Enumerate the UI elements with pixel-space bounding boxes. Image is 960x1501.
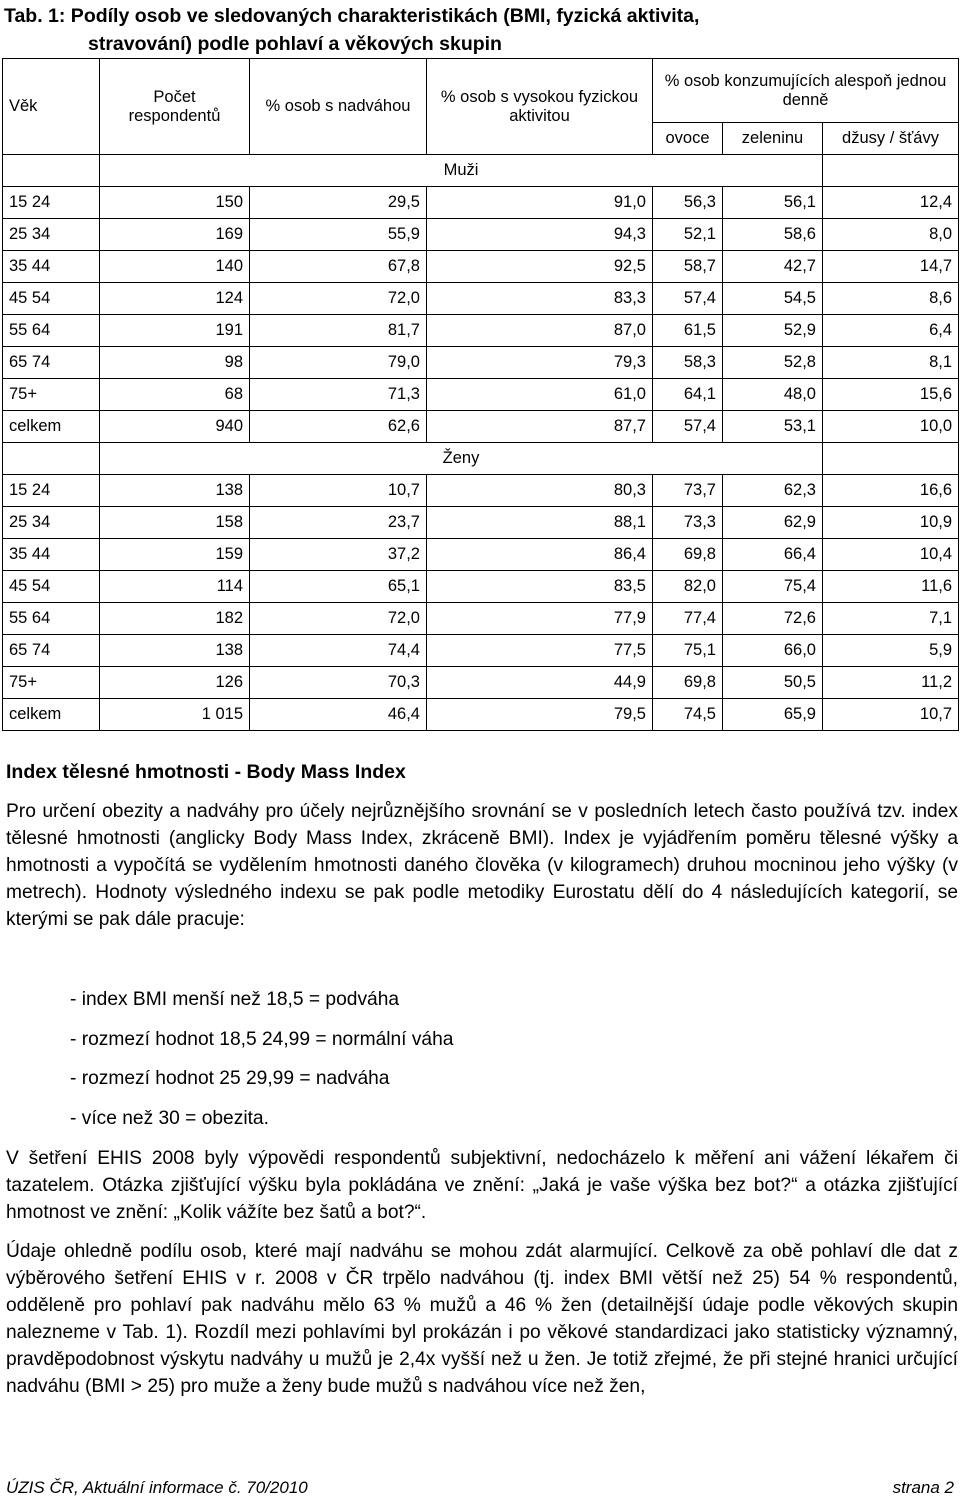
table-cell: celkem xyxy=(3,411,100,443)
table-cell: 114 xyxy=(100,571,250,603)
table-cell: 72,0 xyxy=(250,283,427,315)
table-header xyxy=(3,59,959,155)
table-cell: 94,3 xyxy=(427,219,653,251)
table-row xyxy=(3,571,959,603)
table-row xyxy=(3,667,959,699)
table-row xyxy=(3,219,959,251)
table-cell: 66,4 xyxy=(723,539,823,571)
table-cell: 42,7 xyxy=(723,251,823,283)
header-age: Věk xyxy=(3,59,100,155)
table-cell: 87,0 xyxy=(427,315,653,347)
table-cell: 72,0 xyxy=(250,603,427,635)
table-cell: 83,5 xyxy=(427,571,653,603)
table-cell: 158 xyxy=(100,507,250,539)
table-cell: 57,4 xyxy=(653,283,723,315)
table-cell: 58,7 xyxy=(653,251,723,283)
survey-paragraph: V šetření EHIS 2008 byly výpovědi respondentů subjektivní, nedocházelo k měření ani vážení lékařem či tazatelem. Otázka zjišťující výšku byla pokládána ve znění: „Jaká je vaše výška bez bot?“ a otázka zjišťující hmotnost ve znění: „Kolik vážíte bez šatů a bot?“. xyxy=(6,1148,958,1223)
table-cell: 91,0 xyxy=(427,187,653,219)
header-count: Počet respondentů xyxy=(100,59,250,155)
table-row xyxy=(3,283,959,315)
table-cell: 12,4 xyxy=(823,187,959,219)
table-cell: 87,7 xyxy=(427,411,653,443)
table-cell: 73,7 xyxy=(653,475,723,507)
table-cell: 29,5 xyxy=(250,187,427,219)
table-cell: 50,5 xyxy=(723,667,823,699)
table-cell: 52,1 xyxy=(653,219,723,251)
table-cell: 150 xyxy=(100,187,250,219)
table-cell: 61,0 xyxy=(427,379,653,411)
table-cell: 10,7 xyxy=(250,475,427,507)
list-item: - rozmezí hodnot 18,5 24,99 = normální váha xyxy=(70,1028,454,1050)
table-cell: 62,3 xyxy=(723,475,823,507)
table-cell: 6,4 xyxy=(823,315,959,347)
table-cell: 69,8 xyxy=(653,539,723,571)
table-cell: 92,5 xyxy=(427,251,653,283)
table-cell: 75+ xyxy=(3,379,100,411)
table-cell: 46,4 xyxy=(250,699,427,731)
table-cell: 64,1 xyxy=(653,379,723,411)
table-cell: 75+ xyxy=(3,667,100,699)
table-row xyxy=(3,187,959,219)
table-cell: 159 xyxy=(100,539,250,571)
table-title xyxy=(4,2,954,58)
table-cell: 8,0 xyxy=(823,219,959,251)
table-cell: 11,2 xyxy=(823,667,959,699)
table-cell: 79,0 xyxy=(250,347,427,379)
table-cell: 57,4 xyxy=(653,411,723,443)
table-cell: 73,3 xyxy=(653,507,723,539)
list-item: - index BMI menší než 18,5 = podváha xyxy=(70,989,400,1010)
table-cell: 65 74 xyxy=(3,347,100,379)
header-veg: zeleninu xyxy=(723,123,823,155)
table-cell: 55,9 xyxy=(250,219,427,251)
table-cell: 191 xyxy=(100,315,250,347)
table-cell: 65,9 xyxy=(723,699,823,731)
table-cell: 7,1 xyxy=(823,603,959,635)
table-cell: 67,8 xyxy=(250,251,427,283)
table-cell: 58,3 xyxy=(653,347,723,379)
table-cell: 5,9 xyxy=(823,635,959,667)
header-juice: džusy / šťávy xyxy=(823,123,959,155)
table-row xyxy=(3,603,959,635)
table-cell: 65 74 xyxy=(3,635,100,667)
table-title-line-1: Tab. 1: Podíly osob ve sledovaných charakteristikách (BMI, fyzická aktivita, xyxy=(4,5,700,27)
table-cell: 75,4 xyxy=(723,571,823,603)
table-row xyxy=(3,411,959,443)
table-cell: 58,6 xyxy=(723,219,823,251)
table-row xyxy=(3,379,959,411)
table-cell: 37,2 xyxy=(250,539,427,571)
table-cell: 74,4 xyxy=(250,635,427,667)
table-cell: 15 24 xyxy=(3,475,100,507)
table-cell: 79,5 xyxy=(427,699,653,731)
table-cell: 80,3 xyxy=(427,475,653,507)
table-cell: 182 xyxy=(100,603,250,635)
table-cell: 1 015 xyxy=(100,699,250,731)
table-cell: 169 xyxy=(100,219,250,251)
table-cell: 83,3 xyxy=(427,283,653,315)
table-cell: 56,1 xyxy=(723,187,823,219)
table-cell: 23,7 xyxy=(250,507,427,539)
header-activity: % osob s vysokou fyzickou aktivitou xyxy=(427,59,653,155)
table-cell: 66,0 xyxy=(723,635,823,667)
table-cell: 56,3 xyxy=(653,187,723,219)
table-cell: 8,6 xyxy=(823,283,959,315)
table-cell: 126 xyxy=(100,667,250,699)
table-cell: 11,6 xyxy=(823,571,959,603)
bmi-category-list xyxy=(70,980,453,1138)
table-cell: 52,9 xyxy=(723,315,823,347)
table-cell: 71,3 xyxy=(250,379,427,411)
table-row xyxy=(3,699,959,731)
footer-source: ÚZIS ČR, Aktuální informace č. 70/2010 xyxy=(6,1478,308,1497)
table-cell: 81,7 xyxy=(250,315,427,347)
table-cell: 53,1 xyxy=(723,411,823,443)
table-title-line-2: stravování) podle pohlaví a věkových skupin xyxy=(88,33,502,55)
table-cell: 45 54 xyxy=(3,571,100,603)
table-cell: 98 xyxy=(100,347,250,379)
table-body xyxy=(3,155,959,731)
table-cell: 55 64 xyxy=(3,315,100,347)
table-cell: 138 xyxy=(100,635,250,667)
table-cell: 124 xyxy=(100,283,250,315)
table-cell: 70,3 xyxy=(250,667,427,699)
table-cell: 15 24 xyxy=(3,187,100,219)
table-row xyxy=(3,475,959,507)
section-men: Muži xyxy=(100,155,823,187)
table-cell: 10,4 xyxy=(823,539,959,571)
table-cell: 65,1 xyxy=(250,571,427,603)
list-item: - rozmezí hodnot 25 29,99 = nadváha xyxy=(70,1068,390,1089)
table-cell: 82,0 xyxy=(653,571,723,603)
table-cell: 74,5 xyxy=(653,699,723,731)
table-cell: 68 xyxy=(100,379,250,411)
table-cell: 44,9 xyxy=(427,667,653,699)
table-cell: 140 xyxy=(100,251,250,283)
data-table xyxy=(2,58,959,731)
table-cell: 10,7 xyxy=(823,699,959,731)
header-consume: % osob konzumujících alespoň jednou denně xyxy=(653,59,959,123)
table-cell: 35 44 xyxy=(3,251,100,283)
table-cell: 86,4 xyxy=(427,539,653,571)
bmi-heading: Index tělesné hmotnosti - Body Mass Index xyxy=(6,761,406,783)
table-row xyxy=(3,315,959,347)
table-cell: celkem xyxy=(3,699,100,731)
section-women: Ženy xyxy=(100,443,823,475)
overweight-paragraph: Údaje ohledně podílu osob, které mají nadváhu se mohou zdát alarmující. Celkově za obě pohlaví dle dat z výběrového šetření EHIS v r. 2008 v ČR trpělo nadváhou (tj. index BMI větší než 25) 54 % respondentů, odděleně pro pohlaví pak nadváhu mělo 63 % mužů a 46 % žen (detailnější údaje podle věkových skupin nalezneme v Tab. 1). Rozdíl mezi pohlavími byl prokázán i po věkové standardizaci jako statisticky významný, pravděpodobnost výskytu nadváhy u mužů je 2,4x vyšší než u žen. Je totiž zřejmé, že při stejné hranici určující nadváhu (BMI > 25) pro muže a ženy bude mužů s nadváhou více než žen, xyxy=(6,1241,958,1397)
table-cell: 940 xyxy=(100,411,250,443)
table-cell: 138 xyxy=(100,475,250,507)
table-cell: 77,9 xyxy=(427,603,653,635)
table-cell: 48,0 xyxy=(723,379,823,411)
header-overweight: % osob s nadváhou xyxy=(250,59,427,155)
table-row xyxy=(3,251,959,283)
table-cell: 15,6 xyxy=(823,379,959,411)
table-cell: 62,6 xyxy=(250,411,427,443)
table-cell: 88,1 xyxy=(427,507,653,539)
header-fruit: ovoce xyxy=(653,123,723,155)
table-cell: 52,8 xyxy=(723,347,823,379)
table-cell: 14,7 xyxy=(823,251,959,283)
table-cell: 16,6 xyxy=(823,475,959,507)
table-cell: 55 64 xyxy=(3,603,100,635)
table-row xyxy=(3,539,959,571)
table-row xyxy=(3,507,959,539)
table-row xyxy=(3,635,959,667)
table-cell: 10,9 xyxy=(823,507,959,539)
table-cell: 45 54 xyxy=(3,283,100,315)
table-cell: 77,4 xyxy=(653,603,723,635)
table-cell: 35 44 xyxy=(3,539,100,571)
table-cell: 25 34 xyxy=(3,507,100,539)
table-cell: 54,5 xyxy=(723,283,823,315)
table-row xyxy=(3,347,959,379)
table-cell: 72,6 xyxy=(723,603,823,635)
table-cell: 75,1 xyxy=(653,635,723,667)
table-cell: 79,3 xyxy=(427,347,653,379)
table-cell: 8,1 xyxy=(823,347,959,379)
bmi-paragraph: Pro určení obezity a nadváhy pro účely nejrůznějšího srovnání se v posledních letech často používá tzv. index tělesné hmotnosti (anglicky Body Mass Index, zkráceně BMI). Index je vyjádřením poměru tělesné výšky a hmotnosti a vypočítá se vydělením hmotnosti daného člověka (v kilogramech) druhou mocninou jeho výšky (v metrech). Hodnoty výsledného indexu se pak podle metodiky Eurostatu dělí do 4 následujících kategorií, se kterými se pak dále pracuje: xyxy=(6,801,958,930)
table-cell: 10,0 xyxy=(823,411,959,443)
footer-page-number: strana 2 xyxy=(892,1478,954,1497)
table-cell: 77,5 xyxy=(427,635,653,667)
table-cell: 61,5 xyxy=(653,315,723,347)
table-cell: 25 34 xyxy=(3,219,100,251)
list-item: - více než 30 = obezita. xyxy=(70,1107,269,1129)
table-cell: 69,8 xyxy=(653,667,723,699)
table-cell: 62,9 xyxy=(723,507,823,539)
